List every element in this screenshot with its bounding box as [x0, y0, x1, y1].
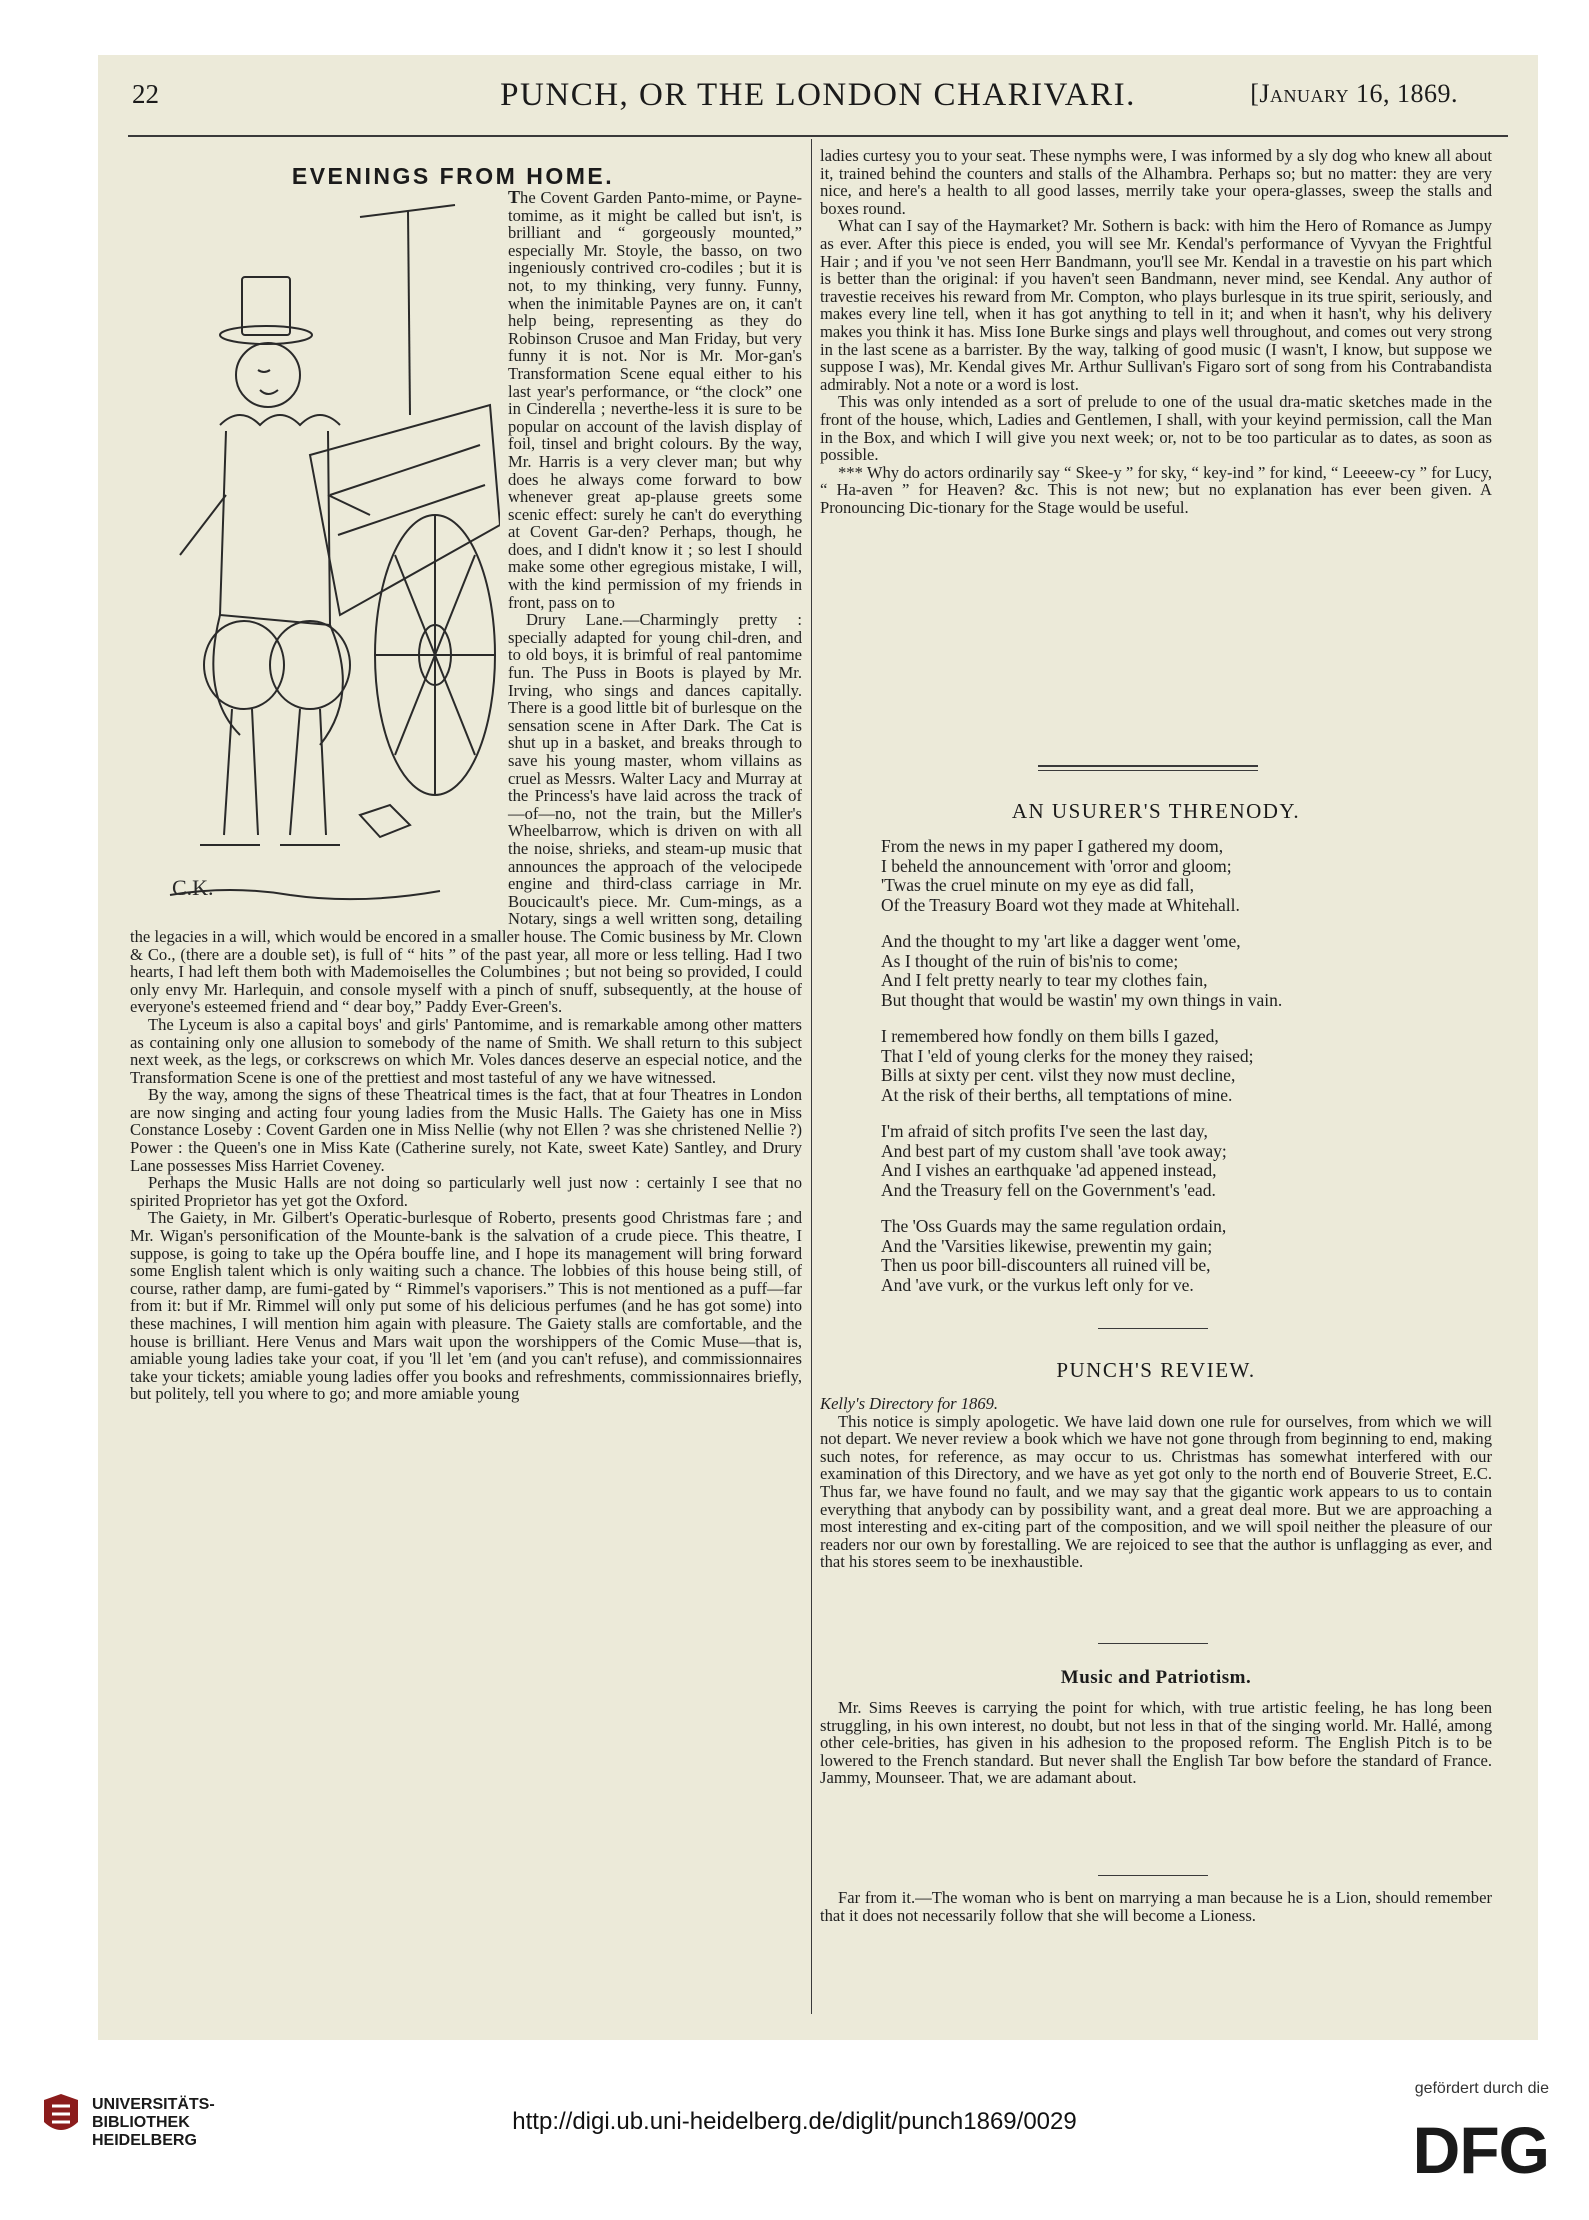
poem-stanza-2 [881, 932, 1421, 1010]
poem-title: AN USURER'S THRENODY. [1011, 799, 1301, 823]
section-rule-1b [1038, 770, 1258, 771]
page-header [98, 75, 1538, 131]
poem-stanza-4 [881, 1122, 1421, 1200]
article-para-2: Drury Lane.—Charmingly pretty : specially adapted for young chil-dren, and to old boys, it is brimful of real pantomime fun. The Puss in Boots is played by Mr. Irving, who sings and dances capitally. There is a good little bit of burlesque on the sensation scene in After Dark. The Cat is shut up in a basket, and breaks through to save his young master, whom villains as cruel as Messrs. Walter Lacy and Murray at the Princess's have laid across the track of—of—no, not the train, but the Miller's Wheelbarrow, which is driven on with all the noise, shrieks, and steam-up music that announces the approach of the velocipede engine and third-class carriage in Mr. Boucicault's piece. Mr. Cum-mings, as a Notary, sings a well written song, detailing the legacies in a will, which would be encored in a smaller house. The Comic business by Mr. Clown & Co., (there are a double set), is full of “ hits ” of the past year, all more or less telling. Had I two hearts, I had left them both with Mademoiselles the Columbines ; but not being so provided, I could only envy Mr. Harlequin, and console myself with a pinch of snuff, subsequently, at the house of everyone's esteemed friend and “ dear boy,” Paddy Ever-Green's. [130, 610, 802, 1017]
poem-line: And 'ave vurk, or the vurkus left only for ve. [881, 1274, 1194, 1295]
article-para-1-text: he Covent Garden Panto-mime, or Payne-tomime, as it might be called but isn't, is brilliant and “ gorgeously mounted,” especially Mr. Stoyle, the basso, on two ingeniously contrived cro-codiles ; but it is not, to my thinking, very funny. Funny, when the inimitable Paynes are on, it can't help being, representing as they do Robinson Crusoe and Man Friday, but very funny it is not. Nor is Mr. Mor-gan's Transformation Scene equal either to his last year's performance, or “the clock” one in Cinderella ; neverthe-less it is sure to be popular on account of the lavish display of foil, tinsel and bright colours. By the way, Mr. Harris is a very clever man; but why does he always come forward to bow whenever great ap-plause greets some scenic effect: surely he can't do everything at Covent Gar-den? Perhaps, though, he does, and I didn't know it ; so lest I should make some other egregious mistake, I will, with the kind permission of my friends in front, pass on to [508, 189, 802, 612]
poem-line: And I felt pretty nearly to tear my clothes fain, [881, 970, 1208, 990]
left-column-text [130, 189, 802, 2024]
poem-line: At the risk of their berths, all temptations of mine. [881, 1084, 1233, 1105]
poem-line: And the 'Varsities likewise, prewentin my gain; [881, 1235, 1213, 1256]
poem-line: Then us poor bill-discounters all ruined vill be, [881, 1255, 1211, 1275]
poem-line: Of the Treasury Board wot they made at Whitehall. [881, 894, 1240, 915]
poem-line: From the news in my paper I gathered my doom, [881, 836, 1224, 856]
poem-line: Bills at sixty per cent. vilst they now must decline, [881, 1065, 1236, 1085]
article-para-6: The Gaiety, in Mr. Gilbert's Operatic-burlesque of Roberto, presents good Christmas fare ; and Mr. Wigan's personification of the Mounte-bank is the salvation of a crude piece. This theatre, I suppose, is going to take up the Opéra bouffe line, and I hope its management will bring forward some English talent which is only waiting such a chance. The lobbies of this house being still, of course, rather damp, are fumi-gated by “ Rimmel's vaporisers.” This is not mentioned as a puff—far from it: but if Mr. Rimmel will only put some of his delicious perfumes (and he has got some) into these machines, I will mention him again with pleasure. The Gaiety stalls are comfortable, and the house is brilliant. Here Venus and Mars wait upon the worshippers of the Comic Muse—that is, amiable young ladies take your coat, if you 'll let 'em (and you can't refuse), and commissionnaires take your tickets; amiable young ladies offer you books and refreshments, commissionnaires briefly, but politely, tell you where to go; and more amiable young [130, 1208, 802, 1404]
section-rule-4 [1098, 1875, 1208, 1876]
review-subtitle: Kelly's Directory for 1869. [820, 1395, 999, 1413]
poem-line: And the thought to my 'art like a dagger went 'ome, [881, 931, 1241, 951]
article-cont-para-4: *** Why do actors ordinarily say “ Skee-y ” for sky, “ key-ind ” for kind, “ Leeeew-cy ” for Lucy, “ Ha-aven ” for Heaven? &c. This is not new; but no explanation has ever been given. A Pronouncing Dic-tionary for the Stage would be useful. [820, 462, 1492, 517]
poem-line: I remembered how fondly on them bills I gazed, [881, 1026, 1219, 1046]
funding-note: gefördert durch die [1414, 2080, 1549, 2097]
poem-line: 'Twas the cruel minute on my eye as did fall, [881, 875, 1194, 895]
poem-line: That I 'eld of young clerks for the money they raised; [881, 1045, 1254, 1066]
poem-line: And best part of my custom shall 'ave took away; [881, 1140, 1227, 1161]
svg-text:C.K.: C.K. [172, 875, 214, 900]
article-cont-para-3: This was only intended as a sort of prelude to one of the usual dra-matic sketches made in the front of the house, which, Ladies and Gentlemen, I shall, with your keyind permission, call the Man in the Box, and which I will give you next week; or, not to be too particular as to dates, as soon as possible. [820, 392, 1492, 465]
poem-line: The 'Oss Guards may the same regulation ordain, [881, 1216, 1227, 1236]
library-line-3: HEIDELBERG [92, 2132, 197, 2149]
digitization-footer [0, 2068, 1589, 2220]
dfg-logo: DFG [1412, 2113, 1549, 2187]
section-rule-3 [1098, 1643, 1208, 1644]
music-block [820, 1699, 1492, 1849]
poem-body [881, 837, 1421, 1312]
article-para-3: The Lyceum is also a capital boys' and girls' Pantomime, and is remarkable among other matters as containing only one allusion to somebody of the name of Smith. We shall return to this subject next week, as the legs, or corkscrews on which Mr. Voles dances deserve an especial notice, and the Transformation Scene is one of the prettiest and most tasteful of any we have witnessed. [130, 1014, 802, 1087]
section-rule-1 [1038, 765, 1258, 767]
right-column-continuation [820, 147, 1492, 817]
poem-stanza-3 [881, 1027, 1421, 1105]
music-title: Music and Patriotism. [1060, 1667, 1252, 1688]
column-divider [811, 139, 812, 2014]
poem-line: And I vishes an earthquake 'ad appened instead, [881, 1160, 1217, 1180]
article-cont-para-1: ladies curtesy you to your seat. These nymphs were, I was informed by a sly dog who knew all about it, trained behind the counters and stalls of the Alhambra. Perhaps so; but no matter: they are very nice, and here's a health to all good lasses, merrily take your opera-glasses, sweep the stalls and boxes round. [820, 147, 1492, 218]
section-rule-2 [1098, 1328, 1208, 1329]
poem-line: And the Treasury fell on the Government's 'ead. [881, 1179, 1216, 1200]
farfrom-body: Far from it.—The woman who is bent on marrying a man because he is a Lion, should remember that it does not necessarily follow that she will become a Lioness. [820, 1889, 1492, 1925]
review-title: PUNCH'S REVIEW. [1056, 1358, 1256, 1382]
article-heading: EVENINGS FROM HOME. [291, 163, 615, 189]
poem-line: As I thought of the ruin of bis'nis to come; [881, 950, 1179, 971]
masthead-title: PUNCH, OR THE LONDON CHARIVARI. [500, 77, 1136, 113]
page-number: 22 [132, 79, 159, 109]
article-para-5: Perhaps the Music Halls are not doing so particularly well just now : certainly I see that no spirited Proprietor has yet got the Oxford. [130, 1173, 802, 1210]
float-spacer [130, 189, 508, 927]
source-url-link[interactable]: http://digi.ub.uni-heidelberg.de/diglit/punch1869/0029 [512, 2108, 1077, 2135]
issue-date: [January 16, 1869. [1250, 79, 1458, 108]
library-line-2: BIBLIOTHEK [92, 2114, 190, 2131]
article-cont-para-2: What can I say of the Haymarket? Mr. Sothern is back: with him the Hero of Romance as Jumpy as ever. After this piece is ended, you will see Mr. Kendal's performance of Vyvyan the Frightful Hair ; and if you 've not seen Herr Bandmann, you'll see Mr. Kendal in a travestie on his part which is better than the original: if you haven't seen Bandmann, never mind, see Kendal. Any author of travestie receives his reward from Mr. Compton, who plays burlesque in its true spirit, seriously, and makes every line tell, when it has got anything to tell in it; and when it hasn't, why his delivery makes you think it has. Miss Ione Burke sings and plays well throughout, and comes out very strong in the last scene as a barrister. By the way, talking of good music (I wasn't, I know, but suppose we suppose I was), Mr. Kendal gives Mr. Arthur Sullivan's Figaro sort of song from his Contrabandista admirably. Not a note or a word is lost. [820, 216, 1492, 394]
poem-stanza-1 [881, 837, 1421, 915]
music-body: Mr. Sims Reeves is carrying the point for which, with true artistic feeling, he has long been struggling, in his own interest, no doubt, but not less in that of the singing world. Mr. Hallé, among other cele-brities, has given in his adhesion to the proposed reform. The English Pitch is to be lowered to the French standard. But never shall the English Tar bow before the standard of France. Jammy, Mounseer. That, we are adamant about. [820, 1699, 1492, 1788]
header-rule [128, 135, 1508, 137]
poem-line: But thought that would be wastin' my own things in vain. [881, 989, 1283, 1010]
article-para-4: By the way, among the signs of these Theatrical times is the fact, that at four Theatres in London are now singing and acting four young ladies from the Music Halls. The Gaiety has one in Miss Constance Loseby : Covent Garden one in Miss Nellie (why not Ellen ? was she christened Nellie ?) Power : the Queen's one in Miss Kate (Catherine surely, not Kate, sweet Kate) Santley, and Drury Lane possesses Miss Harriet Coveney. [130, 1085, 802, 1175]
poem-line: I beheld the announcement with 'orror and gloom; [881, 855, 1232, 876]
poem-line: I'm afraid of sitch profits I've seen the last day, [881, 1121, 1208, 1141]
review-body: This notice is simply apologetic. We have laid down one rule for ourselves, from which we will not depart. We never review a book which we have not gone through from beginning to end, making such notes, for reference, as may occur to us. Christmas has somewhat interfered with our examination of this Directory, and we have as yet got only to the north end of Bouverie Street, E.C. Thus far, we have found no fault, and we may say that the gigantic work appears to us to contain everything that anybody can by possibility want, and a great deal more. But we are approaching a most interesting and ex-citing part of the composition, and we will spoil neither the pleasure of our readers nor our own by forestalling. We are rejoiced to see that the author is unflagging as ever, and that his stores seem to be inexhaustible. [820, 1411, 1492, 1572]
magazine-page [98, 55, 1538, 2040]
poem-stanza-5 [881, 1217, 1421, 1295]
farfrom-block [820, 1889, 1492, 1969]
library-line-1: UNIVERSITÄTS- [92, 2096, 215, 2113]
drop-initial: T [508, 189, 521, 207]
